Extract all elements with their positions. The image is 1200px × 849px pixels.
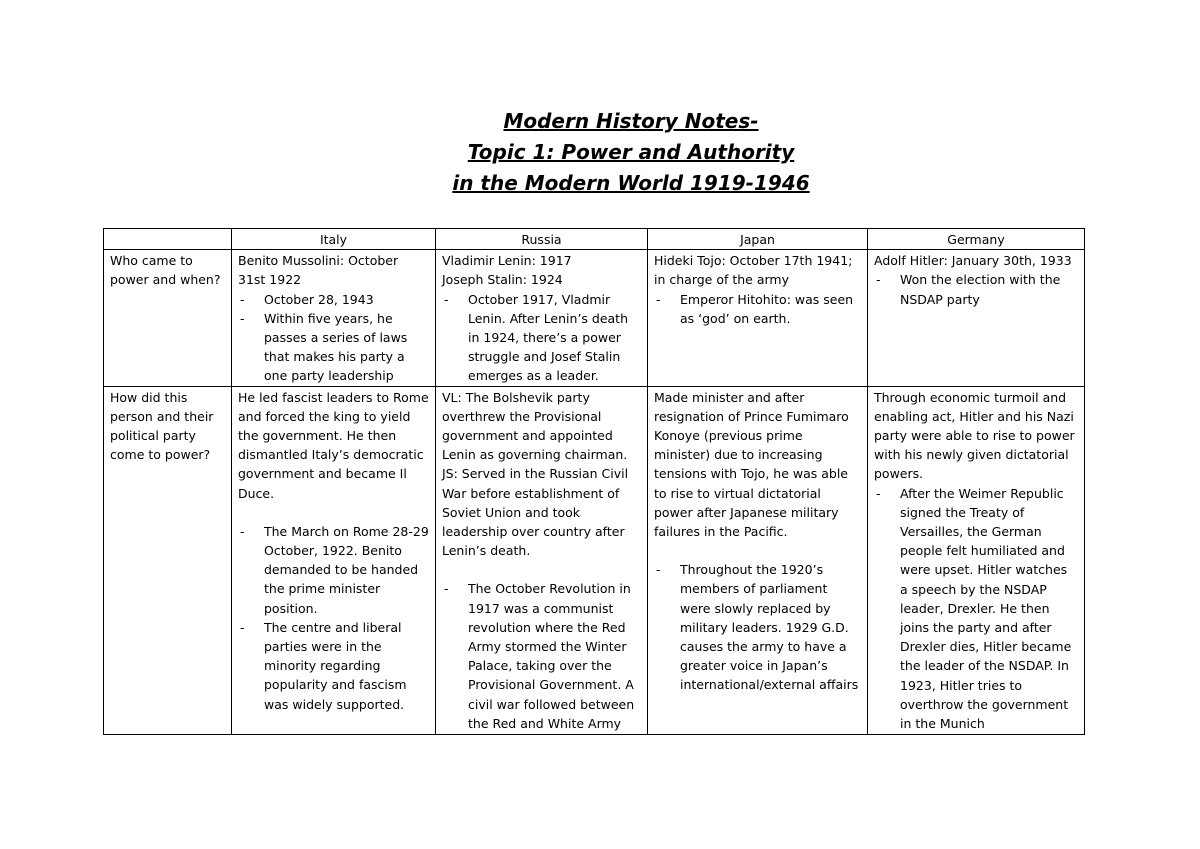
- cell-japan: [648, 386, 868, 734]
- list-item: - October 28, 1943: [238, 290, 429, 309]
- cell-text: Hideki Tojo: October 17th 1941; in charge of the army: [654, 253, 853, 288]
- cell-germany: [868, 250, 1085, 386]
- list-item: - Throughout the 1920’s members of parliament were slowly replaced by military leaders. 1929 G.D. causes the army to have a greater voice in Japan’s international/external affairs: [654, 560, 861, 694]
- list-item: - Within five years, he passes a series of laws that makes his party a one party leadership: [238, 309, 429, 386]
- comparison-table: [103, 228, 1085, 735]
- header-cell-russia: Russia: [436, 229, 648, 250]
- spacer: [238, 503, 429, 522]
- list-item: - Emperor Hitohito: was seen as ‘god’ on earth.: [654, 290, 861, 328]
- list-item: - Won the election with the NSDAP party: [874, 270, 1078, 308]
- cell-text: Vladimir Lenin: 1917: [442, 253, 572, 269]
- bullet-list: [654, 560, 861, 694]
- title-line-1: Modern History Notes-: [503, 109, 759, 133]
- bullet-list: [874, 270, 1078, 308]
- title-line-2: Topic 1: Power and Authority: [467, 140, 795, 164]
- cell-text: Benito Mussolini: October 31st 1922: [238, 253, 399, 288]
- row-label: Who came to power and when?: [104, 250, 232, 386]
- row-label: How did this person and their political party come to power?: [104, 386, 232, 734]
- cell-russia: [436, 250, 648, 386]
- cell-text: VL: The Bolshevik party overthrew the Provisional government and appointed Lenin as governing chairman.: [442, 389, 628, 463]
- cell-text: Made minister and after resignation of Prince Fumimaro Konoye (previous prime minister) due to increasing tensions with Tojo, he was able to rise to virtual dictatorial power after Japanese military failures in the Pacific.: [654, 389, 849, 540]
- list-item: - The October Revolution in 1917 was a communist revolution where the Red Army stormed the Winter Palace, taking over the Provisional Government. A civil war followed between the Red and White Army: [442, 579, 641, 733]
- header-row: [104, 229, 1085, 250]
- cell-italy: [232, 386, 436, 734]
- list-item: - After the Weimer Republic signed the Treaty of Versailles, the German people felt humiliated and were upset. Hitler watches a speech by the NSDAP leader, Drexler. He then joins the party and after Drexler dies, Hitler became the leader of the NSDAP. In 1923, Hitler tries to overthrow the government in the Munich: [874, 484, 1078, 734]
- bullet-list: [654, 290, 861, 328]
- cell-text: Through economic turmoil and enabling act, Hitler and his Nazi party were able to rise to power with his newly given dictatorial powers.: [874, 389, 1075, 482]
- header-cell-germany: Germany: [868, 229, 1085, 250]
- cell-text: Adolf Hitler: January 30th, 1933: [874, 253, 1072, 269]
- bullet-list: [238, 522, 429, 714]
- cell-russia: [436, 386, 648, 734]
- title-line-3: in the Modern World 1919-1946: [452, 171, 810, 195]
- bullet-list: [238, 290, 429, 386]
- cell-text: He led fascist leaders to Rome and forced the king to yield the government. He then dismantled Italy’s democratic government and became Il Duce.: [238, 389, 429, 501]
- list-item: - The centre and liberal parties were in the minority regarding popularity and fascism was widely supported.: [238, 618, 429, 714]
- bullet-list: [442, 579, 641, 733]
- cell-text: JS: Served in the Russian Civil War before establishment of Soviet Union and took leadership over country after Lenin’s death.: [442, 466, 629, 559]
- cell-text: Joseph Stalin: 1924: [442, 272, 563, 288]
- list-item: - The March on Rome 28-29 October, 1922. Benito demanded to be handed the prime minister position.: [238, 522, 429, 618]
- spacer: [442, 560, 641, 579]
- spacer: [654, 541, 861, 560]
- header-cell-japan: Japan: [648, 229, 868, 250]
- cell-germany: [868, 386, 1085, 734]
- document-title: [0, 106, 1200, 199]
- bullet-list: [442, 290, 641, 386]
- table-row: [104, 250, 1085, 386]
- cell-japan: [648, 250, 868, 386]
- cell-italy: [232, 250, 436, 386]
- header-cell-italy: Italy: [232, 229, 436, 250]
- bullet-list: [874, 484, 1078, 734]
- list-item: - October 1917, Vladmir Lenin. After Lenin’s death in 1924, there’s a power struggle and Josef Stalin emerges as a leader.: [442, 290, 641, 386]
- table-row: [104, 386, 1085, 734]
- header-cell-empty: [104, 229, 232, 250]
